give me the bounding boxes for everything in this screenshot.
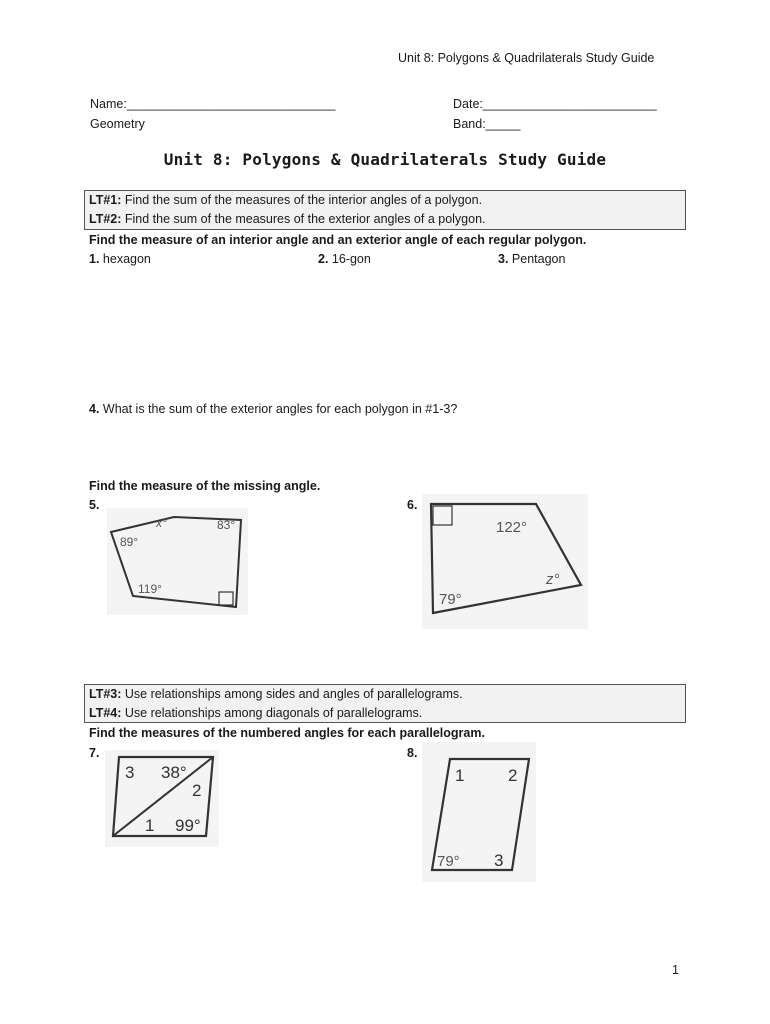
fig6-angle-79: 79° xyxy=(439,591,462,608)
fig8-angle-3: 3 xyxy=(494,851,504,870)
page-number: 1 xyxy=(672,963,679,977)
course-label: Geometry xyxy=(90,117,145,131)
question-6-number: 6. xyxy=(407,498,418,512)
question-4: 4. What is the sum of the exterior angles for each polygon in #1-3? xyxy=(89,402,458,416)
fig6-angle-122: 122° xyxy=(496,519,528,536)
fig8-angle-2: 2 xyxy=(508,766,518,785)
instruction-missing-angle: Find the measure of the missing angle. xyxy=(89,479,321,493)
fig5-angle-119: 119° xyxy=(138,582,162,596)
learning-targets-box-1 xyxy=(84,190,686,230)
fig7-angle-2: 2 xyxy=(192,781,202,800)
fig7-angle-1: 1 xyxy=(145,816,155,835)
question-7-number: 7. xyxy=(89,746,100,760)
figure-5-quadrilateral xyxy=(107,508,248,615)
band-field-label: Band:_____ xyxy=(453,117,521,131)
instruction-parallelogram: Find the measures of the numbered angles for each parallelogram. xyxy=(89,726,485,740)
lt3: LT#3: Use relationships among sides and angles of parallelograms. xyxy=(89,687,463,701)
fig7-angle-3: 3 xyxy=(125,763,135,782)
question-2: 2. 16-gon xyxy=(318,252,371,266)
instruction-regular-polygon: Find the measure of an interior angle and an exterior angle of each regular polygon. xyxy=(89,233,587,247)
question-3: 3. Pentagon xyxy=(498,252,566,266)
figure-6-quadrilateral xyxy=(422,494,588,629)
question-5-number: 5. xyxy=(89,498,100,512)
fig8-angle-1: 1 xyxy=(455,766,465,785)
right-angle-mark xyxy=(433,506,452,525)
figure-7-parallelogram xyxy=(105,750,219,847)
running-title: Unit 8: Polygons & Quadrilaterals Study Guide xyxy=(398,51,655,65)
learning-targets-box-2 xyxy=(84,684,686,723)
fig8-angle-79: 79° xyxy=(437,853,460,870)
lt2: LT#2: Find the sum of the measures of the exterior angles of a polygon. xyxy=(89,212,486,226)
figure-8-parallelogram xyxy=(422,742,536,882)
name-field-label: Name:______________________________ xyxy=(90,97,336,111)
date-field-label: Date:_________________________ xyxy=(453,97,657,111)
page-title: Unit 8: Polygons & Quadrilaterals Study Guide xyxy=(163,150,607,169)
fig6-angle-z: z° xyxy=(546,571,560,588)
fig5-angle-83: 83° xyxy=(217,518,236,532)
question-8-number: 8. xyxy=(407,746,418,760)
right-angle-mark xyxy=(219,592,233,605)
fig7-angle-38: 38° xyxy=(161,763,187,782)
fig5-angle-89: 89° xyxy=(120,535,139,549)
lt4: LT#4: Use relationships among diagonals of parallelograms. xyxy=(89,706,423,720)
fig5-angle-x: x° xyxy=(156,516,167,530)
lt1: LT#1: Find the sum of the measures of the interior angles of a polygon. xyxy=(89,193,483,207)
fig7-angle-99: 99° xyxy=(175,816,201,835)
question-1: 1. hexagon xyxy=(89,252,151,266)
